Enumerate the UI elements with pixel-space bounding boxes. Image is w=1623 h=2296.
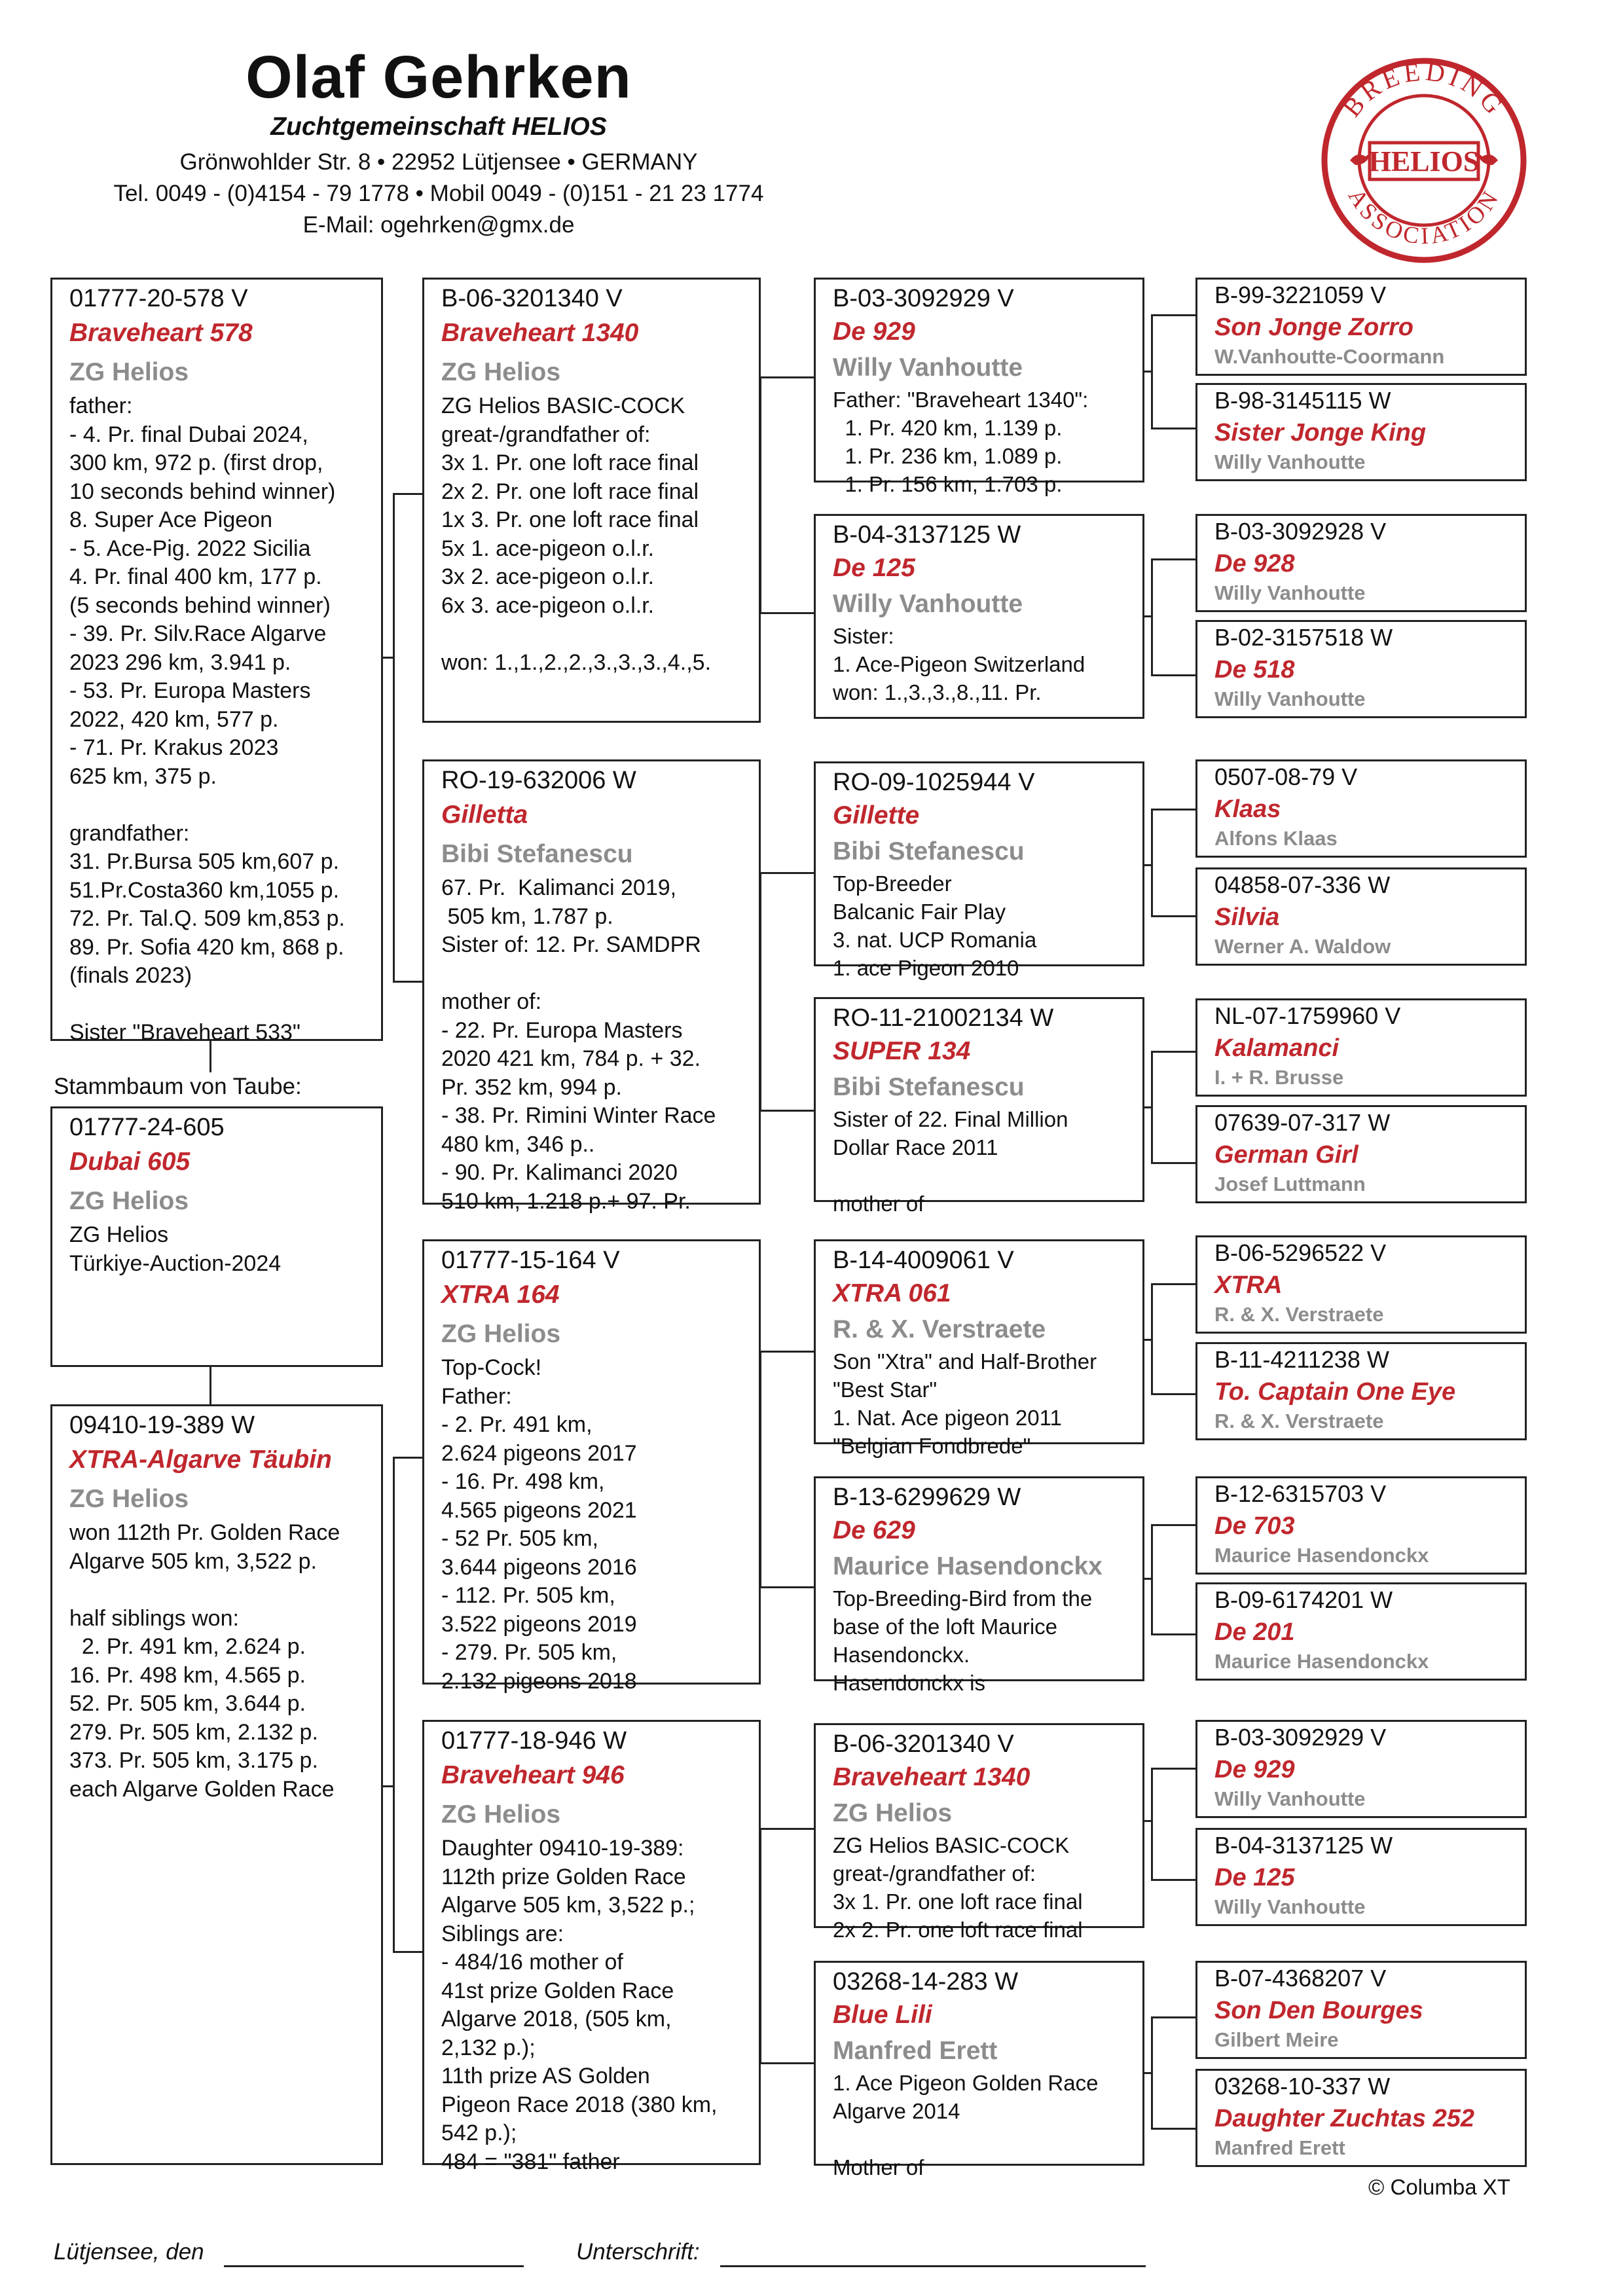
pigeon-description: Sister of 22. Final Million Dollar Race 2011 mother of [833,1107,1068,1216]
pigeon-description: Son "Xtra" and Half-Brother "Best Star" 1. Nat. Ace pigeon 2011 "Belgian Fondbrede" [833,1349,1097,1458]
connector [759,2062,815,2064]
connector [1151,1283,1153,1393]
pigeon-name: De 201 [1214,1618,1295,1646]
pigeon-card-gen3[interactable] [814,278,1144,496]
ring-number: 03268-10-337 W [1214,2073,1391,2100]
pigeon-breeder: Josef Luttmann [1214,1173,1366,1195]
pigeon-description: ZG Helios BASIC-COCK great-/grandfather of: 3x 1. Pr. one loft race final 2x 2. Pr. one loft race final [833,1833,1083,1942]
connector [393,493,423,495]
pigeon-name: De 125 [1214,1864,1295,1891]
connector [1151,915,1197,917]
pigeon-name: Braveheart 578 [69,319,253,347]
pigeon-breeder: ZG Helios [441,1320,561,1348]
connector [1151,674,1197,676]
pigeon-card-gen3[interactable] [814,1961,1144,2179]
pigeon-card-origin[interactable] [50,1106,383,1367]
ring-number: B-13-6299629 W [833,1484,1021,1511]
pigeon-card-gen3[interactable] [814,761,1144,980]
ring-number: RO-09-1025944 V [833,769,1035,796]
pigeon-card-gen4[interactable] [1195,759,1527,858]
pigeon-card-subject[interactable] [50,278,383,1045]
ring-number: B-07-4368207 V [1214,1965,1387,1992]
pigeon-description: Sister: 1. Ace-Pigeon Switzerland won: 1.,3.,3.,8.,11. Pr. [833,624,1085,704]
connector [393,1951,423,1953]
pigeon-description: Top-Breeder Balcanic Fair Play 3. nat. UCP Romania 1. ace Pigeon 2010 [833,871,1037,980]
connector [1151,1633,1197,1635]
place-date-label: Lütjensee, den [54,2239,204,2265]
pigeon-name: XTRA 061 [833,1279,951,1307]
pigeon-card-dam[interactable] [50,1404,383,2165]
pigeon-description: Top-Breeding-Bird from the base of the loft Maurice Hasendonckx. Hasendonckx is [833,1586,1093,1695]
pigeon-breeder: Willy Vanhoutte [1214,687,1366,710]
pigeon-name: XTRA-Algarve Täubin [69,1446,332,1474]
breeder-phone: Tel. 0049 - (0)4154 - 79 1778 • Mobil 0049 - (0)151 - 21 23 1774 [113,181,764,206]
pigeon-breeder: ZG Helios [69,358,189,386]
ring-number: 03268-14-283 W [833,1968,1019,1995]
pigeon-name: Braveheart 1340 [441,319,639,347]
seal-bottom-text: ASSOCIATION [1343,184,1505,249]
ring-number: B-99-3221059 V [1214,282,1387,308]
place-date-line[interactable] [224,2265,524,2267]
pigeon-card-gen4[interactable] [1195,620,1527,718]
ring-number: NL-07-1759960 V [1214,1002,1401,1029]
pigeon-name: Kalamanci [1214,1034,1340,1062]
pigeon-breeder: Willy Vanhoutte [833,590,1023,618]
ring-number: B-14-4009061 V [833,1247,1014,1274]
connector [382,657,395,659]
pigeon-name: Son Jonge Zorro [1214,314,1413,341]
pigeon-card-gen4[interactable] [1195,1828,1527,1926]
connector [1151,1393,1197,1395]
pigeon-card-gen4[interactable] [1195,1582,1527,1681]
pigeon-breeder: Alfons Klaas [1214,827,1338,850]
pigeon-name: Braveheart 946 [441,1761,625,1789]
pigeon-name: SUPER 134 [833,1037,971,1065]
pigeon-card-gen4[interactable] [1195,867,1527,966]
signature-line[interactable] [720,2265,1146,2267]
pigeon-name: De 929 [1214,1756,1295,1783]
pigeon-breeder: ZG Helios [69,1187,189,1215]
pigeon-name: Silvia [1214,903,1280,931]
pigeon-name: German Girl [1214,1141,1359,1169]
ring-number: B-06-3201340 V [441,285,623,312]
breeding-association-seal [1316,52,1532,268]
connector [1151,1524,1197,1526]
pigeon-name: Klaas [1214,795,1281,823]
pigeon-breeder: I. + R. Brusse [1214,1066,1344,1089]
pigeon-card-gen3[interactable] [814,1239,1144,1458]
connector [759,1351,815,1353]
pigeon-name: Son Den Bourges [1214,1997,1423,2024]
pigeon-breeder: Manfred Erett [1214,2136,1345,2159]
pigeon-right-icon [1478,153,1498,165]
connector [1151,809,1197,811]
pigeon-card-gen4[interactable] [1195,998,1527,1097]
connector [1151,2016,1197,2018]
pigeon-card-gen3[interactable] [814,1723,1144,1942]
pigeon-description: Daughter 09410-19-389: 112th prize Golden Race Algarve 505 km, 3,522 p.; Siblings are: - 484/16 mother of 41st prize Golden Race Algarve 2018, (505 km, 2,132 p.); 11th prize AS Golden Pigeon Race 2018 (380 km, 542 p.); 484 = "381" father [441,1836,718,2174]
pigeon-name: XTRA 164 [441,1281,560,1309]
pigeon-name: To. Captain One Eye [1214,1378,1456,1406]
pigeon-name: XTRA [1214,1271,1283,1299]
connector [759,612,815,614]
pigeon-name: De 703 [1214,1512,1295,1540]
pigeon-card-gen4[interactable] [1195,1235,1527,1334]
pigeon-card-gen4[interactable] [1195,514,1527,612]
ring-number: B-03-3092929 V [1214,1724,1387,1751]
pigeon-card-gen4[interactable] [1195,1720,1527,1818]
pigeon-description: ZG Helios BASIC-COCK great-/grandfather of: 3x 1. Pr. one loft race final 2x 2. Pr. one loft race final 1x 3. Pr. one loft race final 5x 1. ace-pigeon o.l.r. 3x 2. ace-pigeon o.l.r. 6x 3. ace-pigeon o.l.r. won: 1.,1.,2.,2.,3.,3.,3.,4.,5. [441,393,712,675]
pigeon-description: Top-Cock! Father: - 2. Pr. 491 km, 2.624 pigeons 2017 - 16. Pr. 498 km, 4.565 pigeons 2021 - 52 Pr. 505 km, 3.644 pigeons 2016 - 112. Pr. 505 km, 3.522 pigeons 2019 - 279. Pr. 505 km, 2.132 pigeons 2018 [441,1355,637,1694]
connector [759,376,815,378]
ring-number: B-11-4211238 W [1214,1346,1389,1373]
connector [1151,2128,1197,2130]
ring-number: B-03-3092929 V [833,285,1014,312]
ring-number: 04858-07-336 W [1214,871,1391,898]
pigeon-card-gen4[interactable] [1195,383,1527,481]
connector [1151,1051,1197,1053]
pigeon-name: Blue Lili [833,2001,932,2029]
ring-number: 01777-20-578 V [69,285,248,312]
pigeon-breeder: ZG Helios [441,1800,561,1829]
pigeon-breeder: Bibi Stefanescu [833,1073,1025,1101]
ring-number: 01777-18-946 W [441,1727,627,1755]
pigeon-name: Gillette [833,801,920,829]
ring-number: B-04-3137125 W [833,521,1021,549]
pigeon-breeder: Willy Vanhoutte [1214,581,1366,604]
pigeon-description: won 112th Pr. Golden Race Algarve 505 km, 3,522 p. half siblings won: 2. Pr. 491 km, 2.624 p. 16. Pr. 498 km, 4.565 p. 52. Pr. 505 km, 3.644 p. 279. Pr. 505 km, 2.132 p. 373. Pr. 505 km, 3.175 p. each Algarve Golden Race [69,1520,340,1802]
pigeon-card-gen4[interactable] [1195,1476,1527,1575]
pigeon-breeder: Willy Vanhoutte [1214,450,1366,473]
connector [1151,314,1197,316]
pigeon-breeder: Manfred Erett [833,2037,998,2065]
breeder-email: E-Mail: ogehrken@gmx.de [302,212,575,238]
ring-number: B-04-3137125 W [1214,1832,1393,1859]
connector [1151,558,1197,560]
pigeon-breeder: Werner A. Waldow [1214,935,1391,958]
pigeon-breeder: Willy Vanhoutte [833,354,1023,382]
connector [393,1457,395,1951]
ring-number: B-12-6315703 V [1214,1480,1387,1507]
pigeon-description: ZG Helios Türkiye-Auction-2024 [69,1222,282,1276]
breeder-address: Grönwohlder Str. 8 • 22952 Lütjensee • GERMANY [179,149,698,175]
pigeon-breeder: Maurice Hasendonckx [1214,1650,1429,1673]
connector [393,981,423,983]
svg-text:BREEDING [1337,56,1511,122]
connector [210,1366,211,1406]
pigeon-name: De 929 [833,318,915,346]
pigeon-description: Father: "Braveheart 1340": 1. Pr. 420 km, 1.139 p. 1. Pr. 236 km, 1.089 p. 1. Pr. 156 km, 1.703 p. [833,388,1089,496]
pigeon-name: Dubai 605 [69,1148,191,1176]
pigeon-breeder: Bibi Stefanescu [833,837,1025,866]
connector [393,1457,423,1459]
pigeon-name: Daughter Zuchtas 252 [1214,2105,1474,2132]
pigeon-breeder: Maurice Hasendonckx [833,1552,1103,1580]
pigeon-card-gen4[interactable] [1195,1961,1527,2059]
connector [759,1586,815,1588]
connector [759,1110,815,1112]
pigeon-breeder: ZG Helios [69,1485,189,1513]
ring-number: 0507-08-79 V [1214,763,1358,790]
ring-number: 09410-19-389 W [69,1412,255,1439]
pigeon-name: Sister Jonge King [1214,419,1427,446]
pigeon-card-gen4[interactable] [1195,1105,1527,1203]
stammbaum-label: Stammbaum von Taube: [54,1074,302,1099]
pigeon-card-gen2[interactable] [422,759,761,1214]
pigeon-card-gen2[interactable] [422,1720,761,2174]
ring-number: B-02-3157518 W [1214,624,1393,651]
connector [1151,809,1153,915]
pigeon-description: father: - 4. Pr. final Dubai 2024, 300 km, 972 p. (first drop, 10 seconds behind winner) 8. Super Ace Pigeon - 5. Ace-Pig. 2022 Sicilia 4. Pr. final 400 km, 177 p. (5 seconds behind winner) - 39. Pr. Silv.Race Algarve 2023 296 km, 3.941 p. - 53. Pr. Europa Masters 2022, 420 km, 577 p. - 71. Pr. Krakus 2023 625 km, 375 p. grandfather: 31. Pr.Bursa 505 km,607 p. 51.Pr.Costa360 km,1055 p. 72. Pr. Tal.Q. 509 km,853 p. 89. Pr. Sofia 420 km, 868 p. (finals 2023) Sister "Braveheart 533" [69,393,345,1045]
ring-number: B-09-6174201 W [1214,1586,1393,1613]
pigeon-breeder: ZG Helios [833,1799,953,1827]
seal-center-text: HELIOS [1368,145,1480,177]
pigeon-card-gen3[interactable] [814,514,1144,719]
pigeon-breeder: Willy Vanhoutte [1214,1895,1366,1918]
signature-label: Unterschrift: [576,2239,700,2265]
pigeon-description: 67. Pr. Kalimanci 2019, 505 km, 1.787 p. Sister of: 12. Pr. SAMDPR mother of: - 22. Pr. Europa Masters 2020 421 km, 784 p. + 32. Pr. 352 km, 994 p. - 38. Pr. Rimini Winter Race 480 km, 346 p.. - 90. Pr. Kalimanci 2020 510 km, 1.218 p.+ 97. Pr. [441,875,716,1214]
pigeon-breeder: Bibi Stefanescu [441,840,633,868]
connector [393,493,395,981]
ring-number: RO-11-21002134 W [833,1004,1054,1032]
pigeon-name: Braveheart 1340 [833,1763,1030,1791]
pigeon-breeder: R. & X. Verstraete [1214,1303,1384,1326]
pigeon-breeder: ZG Helios [441,358,561,386]
pigeon-breeder: Gilbert Meire [1214,2028,1339,2051]
pigeon-breeder: R. & X. Verstraete [1214,1410,1384,1432]
connector [759,1828,815,1830]
ring-number: 07639-07-317 W [1214,1109,1391,1136]
breeder-subtitle: Zuchtgemeinschaft HELIOS [270,113,607,141]
breeder-name: Olaf Gehrken [246,44,632,111]
connector [1151,1768,1197,1770]
connector [1151,1162,1197,1164]
ring-number: B-06-5296522 V [1214,1239,1387,1266]
pigeon-name: De 928 [1214,550,1295,577]
pigeon-description: 1. Ace Pigeon Golden Race Algarve 2014 Mother of [833,2071,1099,2179]
ring-number: B-06-3201340 V [833,1730,1014,1758]
connector [759,872,815,874]
seal-top-text: BREEDING [1336,56,1512,122]
connector [1151,428,1197,429]
pigeon-left-icon [1350,153,1370,165]
pigeon-breeder: W.Vanhoutte-Coormann [1214,345,1445,368]
connector [1151,1879,1197,1881]
pigeon-breeder: Willy Vanhoutte [1214,1787,1366,1810]
pigeon-card-gen4[interactable] [1195,278,1527,376]
pigeon-name: Gilletta [441,801,528,829]
ring-number: 01777-15-164 V [441,1247,620,1274]
pigeon-name: De 629 [833,1516,915,1544]
connector [1151,1768,1153,1879]
pigeon-name: De 125 [833,554,915,582]
pigeon-breeder: R. & X. Verstraete [833,1315,1046,1343]
copyright-text: © Columba XT [1368,2175,1510,2199]
pigeon-card-gen2[interactable] [422,278,761,723]
ring-number: B-03-3092928 V [1214,518,1387,545]
ring-number: RO-19-632006 W [441,767,636,794]
pigeon-card-gen4[interactable] [1195,1342,1527,1440]
pigeon-card-gen3[interactable] [814,1476,1144,1695]
ring-number: B-98-3145115 W [1214,387,1391,414]
ring-number: 01777-24-605 [69,1114,225,1141]
pigeon-card-gen3[interactable] [814,997,1144,1216]
pigeon-breeder: Maurice Hasendonckx [1214,1544,1429,1567]
pigeon-card-gen4[interactable] [1195,2069,1527,2167]
connector [382,1785,395,1787]
connector [1151,1283,1197,1285]
pigeon-name: De 518 [1214,656,1295,683]
pigeon-card-gen2[interactable] [422,1239,761,1694]
